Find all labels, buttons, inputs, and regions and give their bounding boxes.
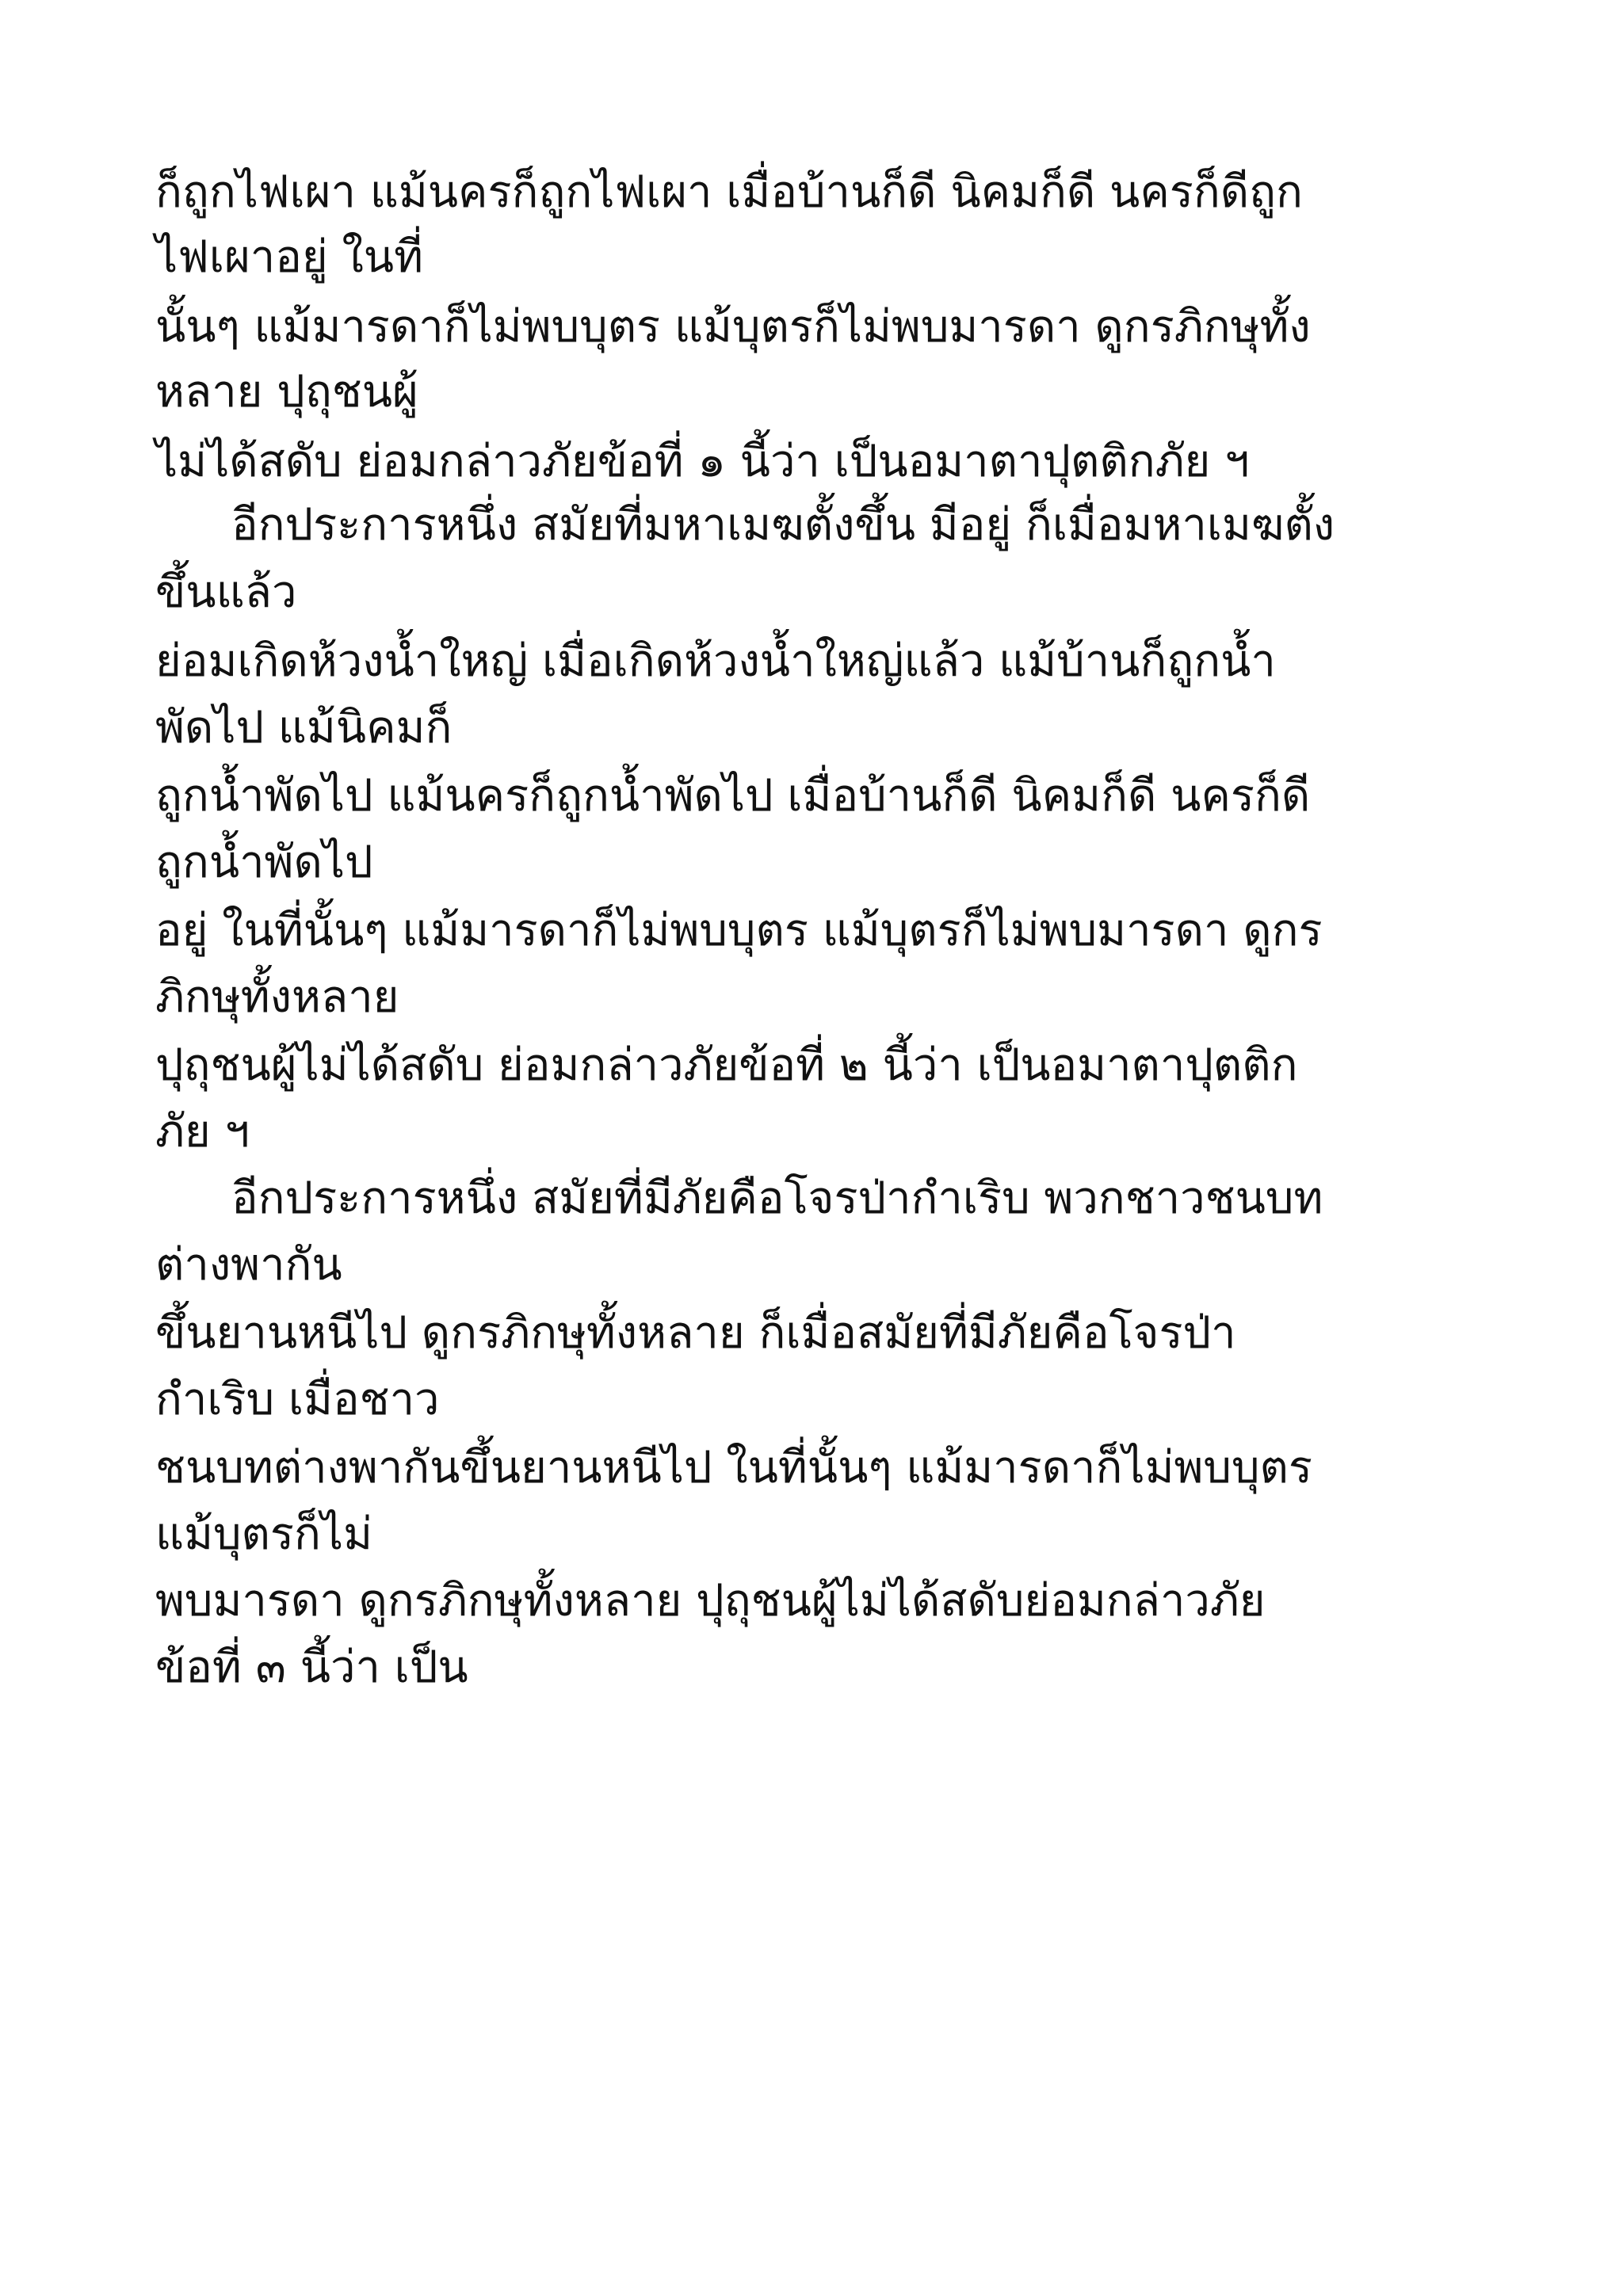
text-line: ชนบทต่างพากันขึ้นยานหนีไป ในที่นั้นๆ แม้มารดาก็ไม่พบบุตร bbox=[155, 1442, 1312, 1493]
text-line: ถูกน้ำพัดไป bbox=[155, 837, 373, 888]
text-line: ถูกน้ำพัดไป แม้นครก็ถูกน้ำพัดไป เมื่อบ้านก็ดี นิคมก็ดี นครก็ดี bbox=[155, 770, 1311, 822]
text-line: ปุถุชนผู้ไม่ได้สดับ ย่อมกล่าวภัยข้อที่ ๒ นี้ว่า เป็นอมาตาปุตติก bbox=[155, 1039, 1298, 1091]
text-line: ภัย ฯ bbox=[155, 1106, 250, 1158]
text-line: ขึ้นแล้ว bbox=[155, 566, 297, 618]
text-line: ไม่ได้สดับ ย่อมกล่าวภัยข้อที่ ๑ นี้ว่า เป็นอมาตาปุตติกภัย ฯ bbox=[155, 436, 1250, 487]
text-line: กำเริบ เมื่อชาว bbox=[155, 1374, 440, 1425]
text-line: ต่างพากัน bbox=[155, 1239, 342, 1291]
paragraph-first-line: อีกประการหนึ่ง สมัยที่มหาเมฆตั้งขึ้น มีอยู่ ก็เมื่อมหาเมฆตั้ง bbox=[231, 499, 1335, 551]
text-line: ก็ถูกไฟเผา แม้นครก็ถูกไฟเผา เมื่อบ้านก็ดี นิคมก็ดี นครก็ดีถูก bbox=[155, 166, 1303, 218]
text-line: ภิกษุทั้งหลาย bbox=[155, 971, 399, 1023]
text-line: ขึ้นยานหนีไป ดูกรภิกษุทั้งหลาย ก็เมื่อสมัยที่มีภัยคือโจรป่า bbox=[155, 1307, 1236, 1359]
text-line: พัดไป แม้นิคมก็ bbox=[155, 702, 453, 753]
text-line: ไฟเผาอยู่ ในที่ bbox=[155, 231, 423, 283]
text-line: นั้นๆ แม้มารดาก็ไม่พบบุตร แม้บุตรก็ไม่พบมารดา ดูกรภิกษุทั้ง bbox=[155, 301, 1311, 353]
text-line: แม้บุตรก็ไม่ bbox=[155, 1508, 372, 1560]
paragraph-first-line: อีกประการหนึ่ง สมัยที่มีภัยคือโจรป่ากำเริบ พวกชาวชนบท bbox=[231, 1173, 1323, 1224]
text-line: พบมารดา ดูกรภิกษุทั้งหลาย ปุถุชนผู้ไม่ได้สดับย่อมกล่าวภัย bbox=[155, 1575, 1266, 1627]
text-line: ข้อที่ ๓ นี้ว่า เป็น bbox=[155, 1642, 468, 1693]
text-line: ย่อมเกิดห้วงน้ำใหญ่ เมื่อเกิดห้วงน้ำใหญ่แล้ว แม้บ้านก็ถูกน้ำ bbox=[155, 635, 1276, 687]
text-line: อยู่ ในที่นั้นๆ แม้มารดาก็ไม่พบบุตร แม้บุตรก็ไม่พบมารดา ดูกร bbox=[155, 905, 1323, 956]
text-line: หลาย ปุถุชนผู้ bbox=[155, 366, 418, 418]
